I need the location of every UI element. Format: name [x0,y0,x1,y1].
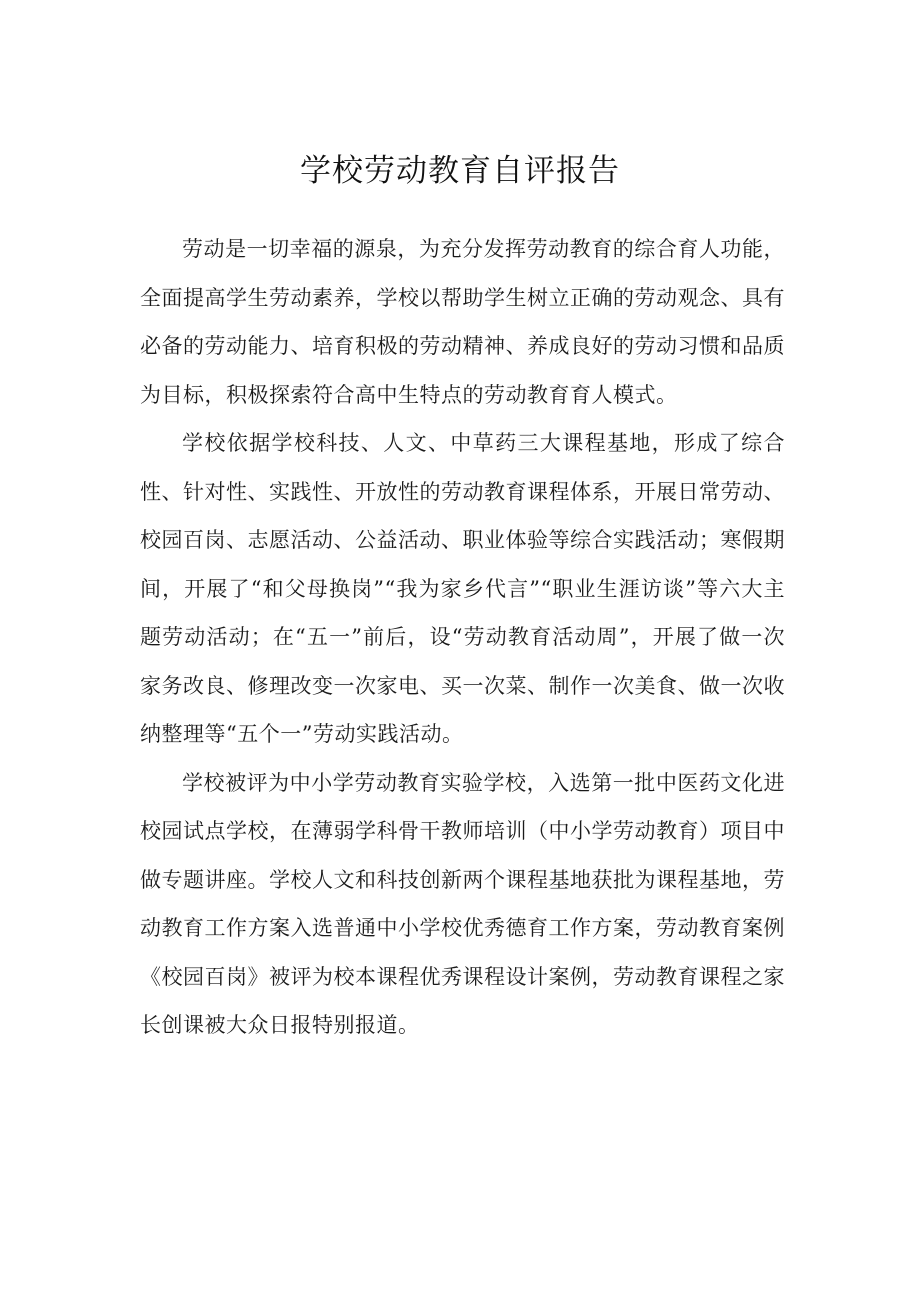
document-title: 学校劳动教育自评报告 [300,153,620,189]
paragraph-3: 学校被评为中小学劳动教育实验学校，入选第一批中医药文化进校园试点学校，在薄弱学科骨干教师培训（中小学劳动教育）项目中做专题讲座。学校人文和科技创新两个课程基地获批为课程基地，劳动教育工作方案入选普通中小学校优秀德育工作方案，劳动教育案例《校园百岗》被评为校本课程优秀课程设计案例，劳动教育课程之家长创课被大众日报特别报道。 [140,770,785,1037]
paragraph-2: 学校依据学校科技、人文、中草药三大课程基地，形成了综合性、针对性、实践性、开放性的劳动教育课程体系，开展日常劳动、校园百岗、志愿活动、公益活动、职业体验等综合实践活动；寒假期间，开展了“和父母换岗”“我为家乡代言”“职业生涯访谈”等六大主题劳动活动；在“五一”前后，设“劳动教育活动周”，开展了做一次家务改良、修理改变一次家电、买一次菜、制作一次美食、做一次收纳整理等“五个一”劳动实践活动。 [140,431,785,746]
document-body [140,225,785,1050]
paragraph-1: 劳动是一切幸福的源泉，为充分发挥劳动教育的综合育人功能，全面提高学生劳动素养，学校以帮助学生树立正确的劳动观念、具有必备的劳动能力、培育积极的劳动精神、养成良好的劳动习惯和品质为目标，积极探索符合高中生特点的劳动教育育人模式。 [140,237,785,407]
